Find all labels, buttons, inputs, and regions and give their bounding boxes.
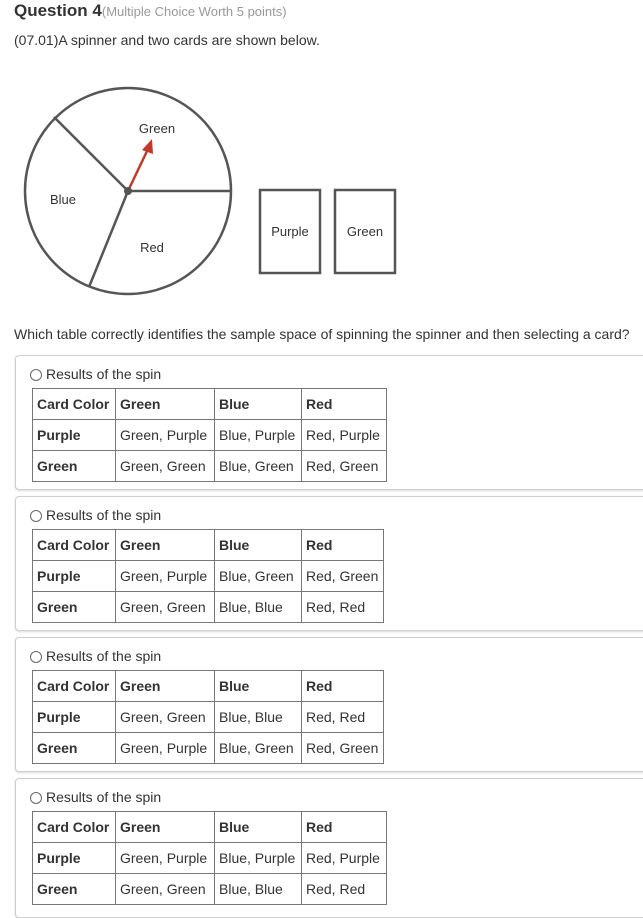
column-header: Green — [116, 530, 215, 561]
table-cell: Blue, Green — [215, 733, 302, 764]
column-header: Green — [116, 812, 215, 843]
table-row — [33, 420, 387, 451]
row-header: Purple — [33, 702, 116, 733]
table-cell: Blue, Purple — [215, 843, 302, 874]
table-row — [33, 812, 387, 843]
option-b-radio[interactable] — [30, 510, 42, 522]
option-c-table — [32, 670, 384, 764]
question-header — [14, 1, 287, 21]
row-header: Green — [33, 874, 116, 905]
table-cell: Blue, Purple — [215, 420, 302, 451]
option-d-header — [30, 789, 161, 805]
table-cell: Blue, Green — [215, 561, 302, 592]
question-stem: (07.01)A spinner and two cards are shown below. — [14, 32, 320, 48]
table-cell: Red, Red — [302, 702, 384, 733]
row-header: Purple — [33, 420, 116, 451]
table-cell: Green, Purple — [116, 420, 215, 451]
table-cell: Green, Purple — [116, 733, 215, 764]
table-cell: Green, Purple — [116, 561, 215, 592]
column-header: Blue — [215, 812, 302, 843]
table-cell: Green, Green — [116, 874, 215, 905]
column-header: Green — [116, 389, 215, 420]
column-header: Card Color — [33, 812, 116, 843]
option-d-table — [32, 811, 387, 905]
row-header: Green — [33, 733, 116, 764]
option-c-header-text: Results of the spin — [46, 648, 162, 664]
spinner-divider-3 — [89, 191, 128, 287]
option-b-header — [30, 507, 161, 523]
spinner-center — [124, 187, 132, 195]
card-purple-label: Purple — [271, 224, 309, 239]
column-header: Card Color — [33, 671, 116, 702]
table-cell: Green, Green — [116, 702, 215, 733]
column-header: Blue — [215, 671, 302, 702]
column-header: Red — [302, 812, 387, 843]
column-header: Red — [302, 530, 384, 561]
table-row — [33, 874, 387, 905]
table-row — [33, 671, 384, 702]
row-header: Purple — [33, 843, 116, 874]
option-c-radio[interactable] — [30, 651, 42, 663]
table-cell: Blue, Blue — [215, 592, 302, 623]
option-a-header — [30, 366, 161, 382]
table-cell: Green, Green — [116, 592, 215, 623]
table-cell: Red, Purple — [302, 843, 387, 874]
answer-option-c[interactable] — [15, 637, 643, 772]
column-header: Blue — [215, 530, 302, 561]
spinner-arrow — [128, 149, 148, 191]
option-a-table — [32, 388, 387, 482]
table-cell: Red, Green — [302, 733, 384, 764]
table-cell: Red, Green — [302, 451, 387, 482]
table-row — [33, 733, 384, 764]
column-header: Card Color — [33, 389, 116, 420]
question-worth: (Multiple Choice Worth 5 points) — [101, 4, 287, 19]
spinner-divider-1 — [54, 117, 128, 191]
answer-option-b[interactable] — [15, 496, 643, 631]
option-b-table — [32, 529, 384, 623]
option-c-header — [30, 648, 161, 664]
card-green — [335, 190, 395, 273]
spinner — [25, 88, 231, 294]
card-purple — [260, 190, 320, 273]
spinner-label-blue: Blue — [49, 192, 77, 207]
option-d-header-text: Results of the spin — [46, 789, 162, 805]
column-header: Red — [302, 389, 387, 420]
question-title: Question 4 — [14, 1, 102, 20]
table-row — [33, 592, 384, 623]
column-header: Green — [116, 671, 215, 702]
card-green-label: Green — [346, 224, 384, 239]
spinner-label-red: Red — [140, 240, 164, 255]
spinner-arrow-head — [142, 139, 153, 154]
table-cell: Red, Red — [302, 592, 384, 623]
answer-option-a[interactable] — [15, 355, 643, 490]
row-header: Green — [33, 592, 116, 623]
spinner-label-green: Green — [138, 121, 176, 136]
column-header: Red — [302, 671, 384, 702]
row-header: Purple — [33, 561, 116, 592]
column-header: Blue — [215, 389, 302, 420]
table-row — [33, 561, 384, 592]
table-row — [33, 843, 387, 874]
table-cell: Blue, Blue — [215, 702, 302, 733]
table-row — [33, 702, 384, 733]
table-cell: Red, Green — [302, 561, 384, 592]
option-a-radio[interactable] — [30, 369, 42, 381]
answer-option-d[interactable] — [15, 778, 643, 918]
table-cell: Red, Red — [302, 874, 387, 905]
table-cell: Blue, Green — [215, 451, 302, 482]
row-header: Green — [33, 451, 116, 482]
table-cell: Blue, Blue — [215, 874, 302, 905]
option-d-radio[interactable] — [30, 792, 42, 804]
table-cell: Green, Purple — [116, 843, 215, 874]
table-row — [33, 389, 387, 420]
option-b-header-text: Results of the spin — [46, 507, 162, 523]
column-header: Card Color — [33, 530, 116, 561]
table-cell: Red, Purple — [302, 420, 387, 451]
table-row — [33, 530, 384, 561]
option-a-header-text: Results of the spin — [46, 366, 162, 382]
spinner-and-cards-figure — [0, 70, 643, 310]
question-prompt: Which table correctly identifies the sample space of spinning the spinner and then selecting a card? — [14, 326, 630, 342]
table-cell: Green, Green — [116, 451, 215, 482]
table-row — [33, 451, 387, 482]
